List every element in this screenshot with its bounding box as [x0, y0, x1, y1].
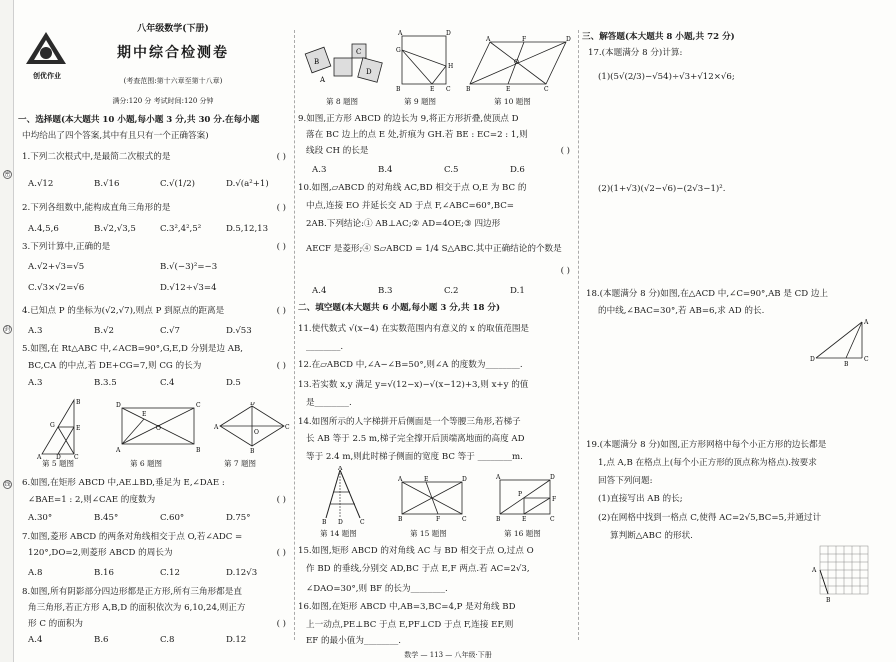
- question-3: 3.下列计算中,正确的是 ( ): [22, 242, 286, 252]
- question-8-line2: 角三角形,若正方形 A,B,D 的面积依次为 6,10,24,则正方: [28, 603, 246, 613]
- svg-text:D: D: [446, 30, 451, 37]
- figure-q19-grid: [808, 542, 872, 604]
- question-2: 2.下列各组数中,能构成直角三角形的是 ( ): [22, 203, 286, 213]
- caption-fig14: 第 14 题图: [320, 529, 357, 538]
- caption-fig8: 第 8 题图: [326, 97, 359, 106]
- svg-text:B: B: [322, 519, 327, 524]
- figure-q14: [320, 466, 370, 524]
- question-18-line2: 的中线,∠BAC=30°,若 AB=6,求 AD 的长.: [598, 306, 765, 316]
- figure-q10: [466, 36, 574, 92]
- svg-text:D: D: [550, 474, 555, 481]
- binding-hole: 线: [4, 481, 11, 488]
- column-divider: [578, 30, 579, 640]
- svg-text:E: E: [506, 86, 511, 92]
- svg-text:D: D: [56, 454, 61, 460]
- svg-text:C: C: [462, 516, 467, 522]
- question-16-line2: 上一动点,PE⊥BC 于点 E,PF⊥CD 于点 F,连接 EF,则: [306, 620, 514, 630]
- svg-text:A: A: [214, 424, 219, 431]
- caption-fig6: 第 6 题图: [130, 459, 163, 468]
- page-footer: 数学 — 113 — 八年级·下册: [404, 651, 492, 659]
- svg-text:A: A: [398, 30, 403, 37]
- svg-text:B: B: [466, 86, 471, 92]
- question-4-options: A.3 B.√2 C.√7 D.√53: [28, 326, 252, 336]
- svg-text:O: O: [514, 59, 519, 66]
- svg-text:D: D: [810, 356, 815, 363]
- svg-text:D: D: [338, 519, 343, 524]
- question-9: 9.如图,正方形 ABCD 的边长为 9,将正方形折叠,使顶点 D: [298, 114, 519, 124]
- question-18: 18.(本题满分 8 分)如图,在△ACD 中,∠C=90°,AB 是 CD 边上: [586, 289, 829, 299]
- question-17: 17.(本题满分 8 分)计算:: [588, 48, 683, 58]
- question-15-line2: 作 BD 的垂线,分别交 AD,BC 于点 E,F 两点.若 AC=2√3,: [306, 564, 530, 574]
- caption-fig16: 第 16 题图: [504, 529, 541, 538]
- svg-text:A: A: [37, 454, 42, 460]
- column-divider: [294, 30, 295, 640]
- figure-q18: [810, 318, 882, 368]
- svg-text:A: A: [116, 447, 121, 454]
- question-10: 10.如图,▱ABCD 的对角线 AC,BD 相交于点 O,E 为 BC 的: [298, 183, 527, 193]
- question-2-options: A.4,5,6 B.√2,√3,5 C.3²,4²,5² D.5,12,13: [28, 224, 269, 234]
- question-19-part1: (1)直接写出 AB 的长;: [598, 494, 683, 504]
- svg-text:B: B: [398, 516, 403, 522]
- question-6: 6.如图,在矩形 ABCD 中,AE⊥BD,垂足为 E,∠DAE :: [22, 478, 225, 488]
- svg-text:B: B: [396, 86, 401, 92]
- question-3-options-row2: C.√3×√2=√6 D.√12÷√3=4: [28, 283, 217, 293]
- question-15-line3[interactable]: ∠DAO=30°,则 BF 的长为________.: [306, 584, 448, 594]
- question-5: 5.如图,在 Rt△ABC 中,∠ACB=90°,G,E,D 分别是边 AB,: [22, 344, 244, 354]
- question-1: 1.下列二次根式中,是最简二次根式的是 ( ): [22, 152, 286, 162]
- question-6-options: A.30° B.45° C.60° D.75°: [28, 513, 251, 523]
- svg-text:B: B: [844, 361, 849, 368]
- figure-q9: [396, 30, 456, 92]
- grade-label: 八年级数学(下册): [137, 24, 209, 34]
- question-19-line2: 1,点 A,B 在格点上(每个小正方形的顶点称为格点).按要求: [598, 458, 817, 468]
- question-10-line3: 2AB.下列结论:① AB⊥AC;② AD=4OE;③ 四边形: [306, 219, 501, 229]
- caption-fig7: 第 7 题图: [224, 459, 257, 468]
- figure-q5: [34, 396, 104, 460]
- svg-text:C: C: [285, 424, 290, 431]
- question-9-line2: 落在 BC 边上的点 E 处,折痕为 GH.若 BE : EC=2 : 1,则: [306, 130, 528, 140]
- svg-text:F: F: [436, 516, 441, 522]
- section-1-heading: 一、选择题(本大题共 10 小题,每小题 3 分,共 30 分.在每小题: [18, 115, 260, 125]
- column-3: [582, 0, 894, 645]
- question-13-blank[interactable]: 是________.: [306, 398, 352, 408]
- svg-text:G: G: [50, 422, 55, 429]
- question-3-options-row1: A.√2+√3=√5 B.√(−3)²=−3: [28, 262, 218, 272]
- svg-text:O: O: [254, 429, 259, 436]
- question-11: 11.使代数式 √(x−4) 在实数范围内有意义的 x 的取值范围是: [298, 324, 530, 334]
- question-5-line2: BC,CA 的中点,若 DE+CG=7,则 CG 的长为 ( ): [28, 361, 286, 371]
- question-10-line4: AECF 是菱形;④ S▱ABCD = 1/4 S△ABC.其中正确结论的个数是: [306, 244, 562, 254]
- question-11-blank[interactable]: ________.: [306, 342, 344, 352]
- svg-text:F: F: [552, 496, 557, 503]
- svg-text:E: E: [430, 86, 435, 92]
- question-13: 13.若实数 x,y 满足 y=√(12−x)−√(x−12)+3,则 x+y 的值: [298, 380, 529, 390]
- question-19-part2: (2)在网格中找到一格点 C,使得 AC=2√5,BC=5,并通过计: [598, 513, 822, 523]
- page-title: 期中综合检测卷: [117, 45, 229, 61]
- question-7: 7.如图,菱形 ABCD 的两条对角线相交于点 O,若∠ADC =: [22, 532, 243, 542]
- svg-text:B: B: [250, 448, 255, 454]
- svg-text:E: E: [522, 516, 527, 522]
- section-2-heading: 二、填空题(本大题共 6 小题,每小题 3 分,共 18 分): [298, 303, 501, 313]
- figure-q6: [116, 400, 202, 456]
- figure-q8: [304, 36, 386, 90]
- question-19: 19.(本题满分 8 分)如图,正方形网格中每个小正方形的边长都是: [586, 440, 827, 450]
- exam-scope: (考查范围:第十六章至第十八章): [123, 77, 223, 85]
- svg-text:A: A: [496, 474, 501, 481]
- question-12[interactable]: 12.在▱ABCD 中,∠A−∠B=50°,则∠A 的度数为________.: [298, 360, 523, 370]
- question-19-part2-line2: 算判断△ABC 的形状.: [610, 531, 693, 541]
- question-7-options: A.8 B.16 C.12 D.12√3: [28, 568, 258, 578]
- question-19-line3: 回答下列问题:: [598, 476, 653, 486]
- question-16: 16.如图,在矩形 ABCD 中,AB=3,BC=4,P 是对角线 BD: [298, 602, 516, 612]
- question-17-part2: (2)(1+√3)(√2−√6)−(2√3−1)².: [598, 184, 726, 194]
- svg-text:C: C: [550, 516, 555, 522]
- question-6-line2: ∠BAE=1 : 2,则∠CAE 的度数为 ( ): [28, 495, 286, 505]
- question-8-line3: 形 C 的面积为 ( ): [28, 619, 286, 629]
- svg-text:B: B: [76, 399, 81, 406]
- svg-text:C: C: [446, 86, 451, 92]
- svg-text:F: F: [522, 36, 527, 43]
- svg-text:D: D: [366, 68, 372, 76]
- svg-text:A: A: [320, 76, 326, 84]
- binding-hole: 封: [4, 326, 11, 333]
- svg-text:A: A: [812, 567, 817, 574]
- question-10-options: A.4 B.3 C.2 D.1: [312, 286, 525, 296]
- figure-q15: [398, 476, 468, 522]
- svg-text:E: E: [424, 476, 429, 483]
- question-9-line3: 线段 CH 的长是 ( ): [306, 146, 570, 156]
- section-3-heading: 三、解答题(本大题共 8 小题,共 72 分): [582, 32, 735, 42]
- caption-fig5: 第 5 题图: [42, 459, 75, 468]
- svg-text:D: D: [116, 402, 121, 409]
- question-8-options: A.4 B.6 C.8 D.12: [28, 635, 247, 645]
- question-10-paren: ( ): [560, 266, 570, 276]
- question-8: 8.如图,所有阴影部分四边形都是正方形,所有三角形都是直: [22, 587, 242, 597]
- question-17-part1: (1)(5√(2/3)−√54)÷√3+√12×√6;: [598, 72, 735, 82]
- caption-fig10: 第 10 题图: [494, 97, 531, 106]
- svg-text:H: H: [448, 63, 454, 70]
- svg-text:B: B: [314, 58, 320, 66]
- question-7-line2: 120°,DO=2,则菱形 ABCD 的周长为 ( ): [28, 548, 286, 558]
- svg-text:C: C: [356, 48, 362, 56]
- question-5-options: A.3 B.3.5 C.4 D.5: [28, 378, 241, 388]
- question-4: 4.已知点 P 的坐标为(√2,√7),则点 P 到原点的距离是 ( ): [22, 306, 286, 316]
- column-1: [18, 0, 292, 645]
- svg-text:B: B: [196, 447, 201, 454]
- svg-text:C: C: [864, 356, 869, 363]
- caption-fig9: 第 9 题图: [404, 97, 437, 106]
- svg-text:E: E: [142, 411, 147, 418]
- figure-q7: [214, 402, 290, 454]
- question-14: 14.如图所示的人字梯拼开后侧面是一个等腰三角形,若梯子: [298, 417, 521, 427]
- svg-text:D: D: [250, 402, 255, 407]
- svg-text:B: B: [496, 516, 501, 522]
- logo-text: 创优作业: [33, 71, 61, 80]
- question-10-line2: 中点,连接 EO 并延长交 AD 于点 F,∠ABC=60°,BC=: [306, 201, 514, 211]
- svg-text:A: A: [864, 319, 869, 326]
- question-1-options: A.√12 B.√16 C.√(1/2) D.√(a²+1): [28, 179, 269, 189]
- binding-spine: [0, 0, 14, 662]
- svg-text:C: C: [196, 402, 201, 409]
- question-14-line2: 长 AB 等于 2.5 m,梯子完全撑开后顶端离地面的高度 AD: [306, 434, 525, 444]
- svg-text:O: O: [156, 425, 161, 432]
- question-15: 15.如图,矩形 ABCD 的对角线 AC 与 BD 相交于点 O,过点 O: [298, 546, 534, 556]
- svg-text:A: A: [486, 36, 491, 43]
- figure-q16: [494, 474, 560, 522]
- svg-text:G: G: [396, 47, 401, 54]
- question-14-line3[interactable]: 等于 2.4 m,则此时梯子侧面的宽度 BC 等于 ________m.: [306, 452, 523, 462]
- svg-text:C: C: [360, 519, 365, 524]
- svg-text:D: D: [462, 476, 467, 483]
- svg-text:A: A: [398, 476, 403, 483]
- caption-fig15: 第 15 题图: [410, 529, 447, 538]
- svg-text:C: C: [544, 86, 549, 92]
- svg-text:E: E: [76, 425, 81, 432]
- svg-text:P: P: [518, 491, 523, 498]
- svg-text:B: B: [826, 597, 831, 604]
- column-2: [298, 0, 576, 645]
- svg-text:D: D: [566, 36, 571, 43]
- binding-hole: 密: [4, 171, 11, 178]
- svg-text:A: A: [338, 466, 343, 472]
- question-16-line3[interactable]: EF 的最小值为________.: [306, 636, 402, 646]
- question-9-options: A.3 B.4 C.5 D.6: [312, 165, 525, 175]
- svg-text:C: C: [74, 454, 79, 460]
- exam-meta: 满分:120 分 考试时间:120 分钟: [112, 97, 214, 105]
- section-1-heading-2: 中均给出了四个答案,其中有且只有一个正确答案): [22, 131, 209, 141]
